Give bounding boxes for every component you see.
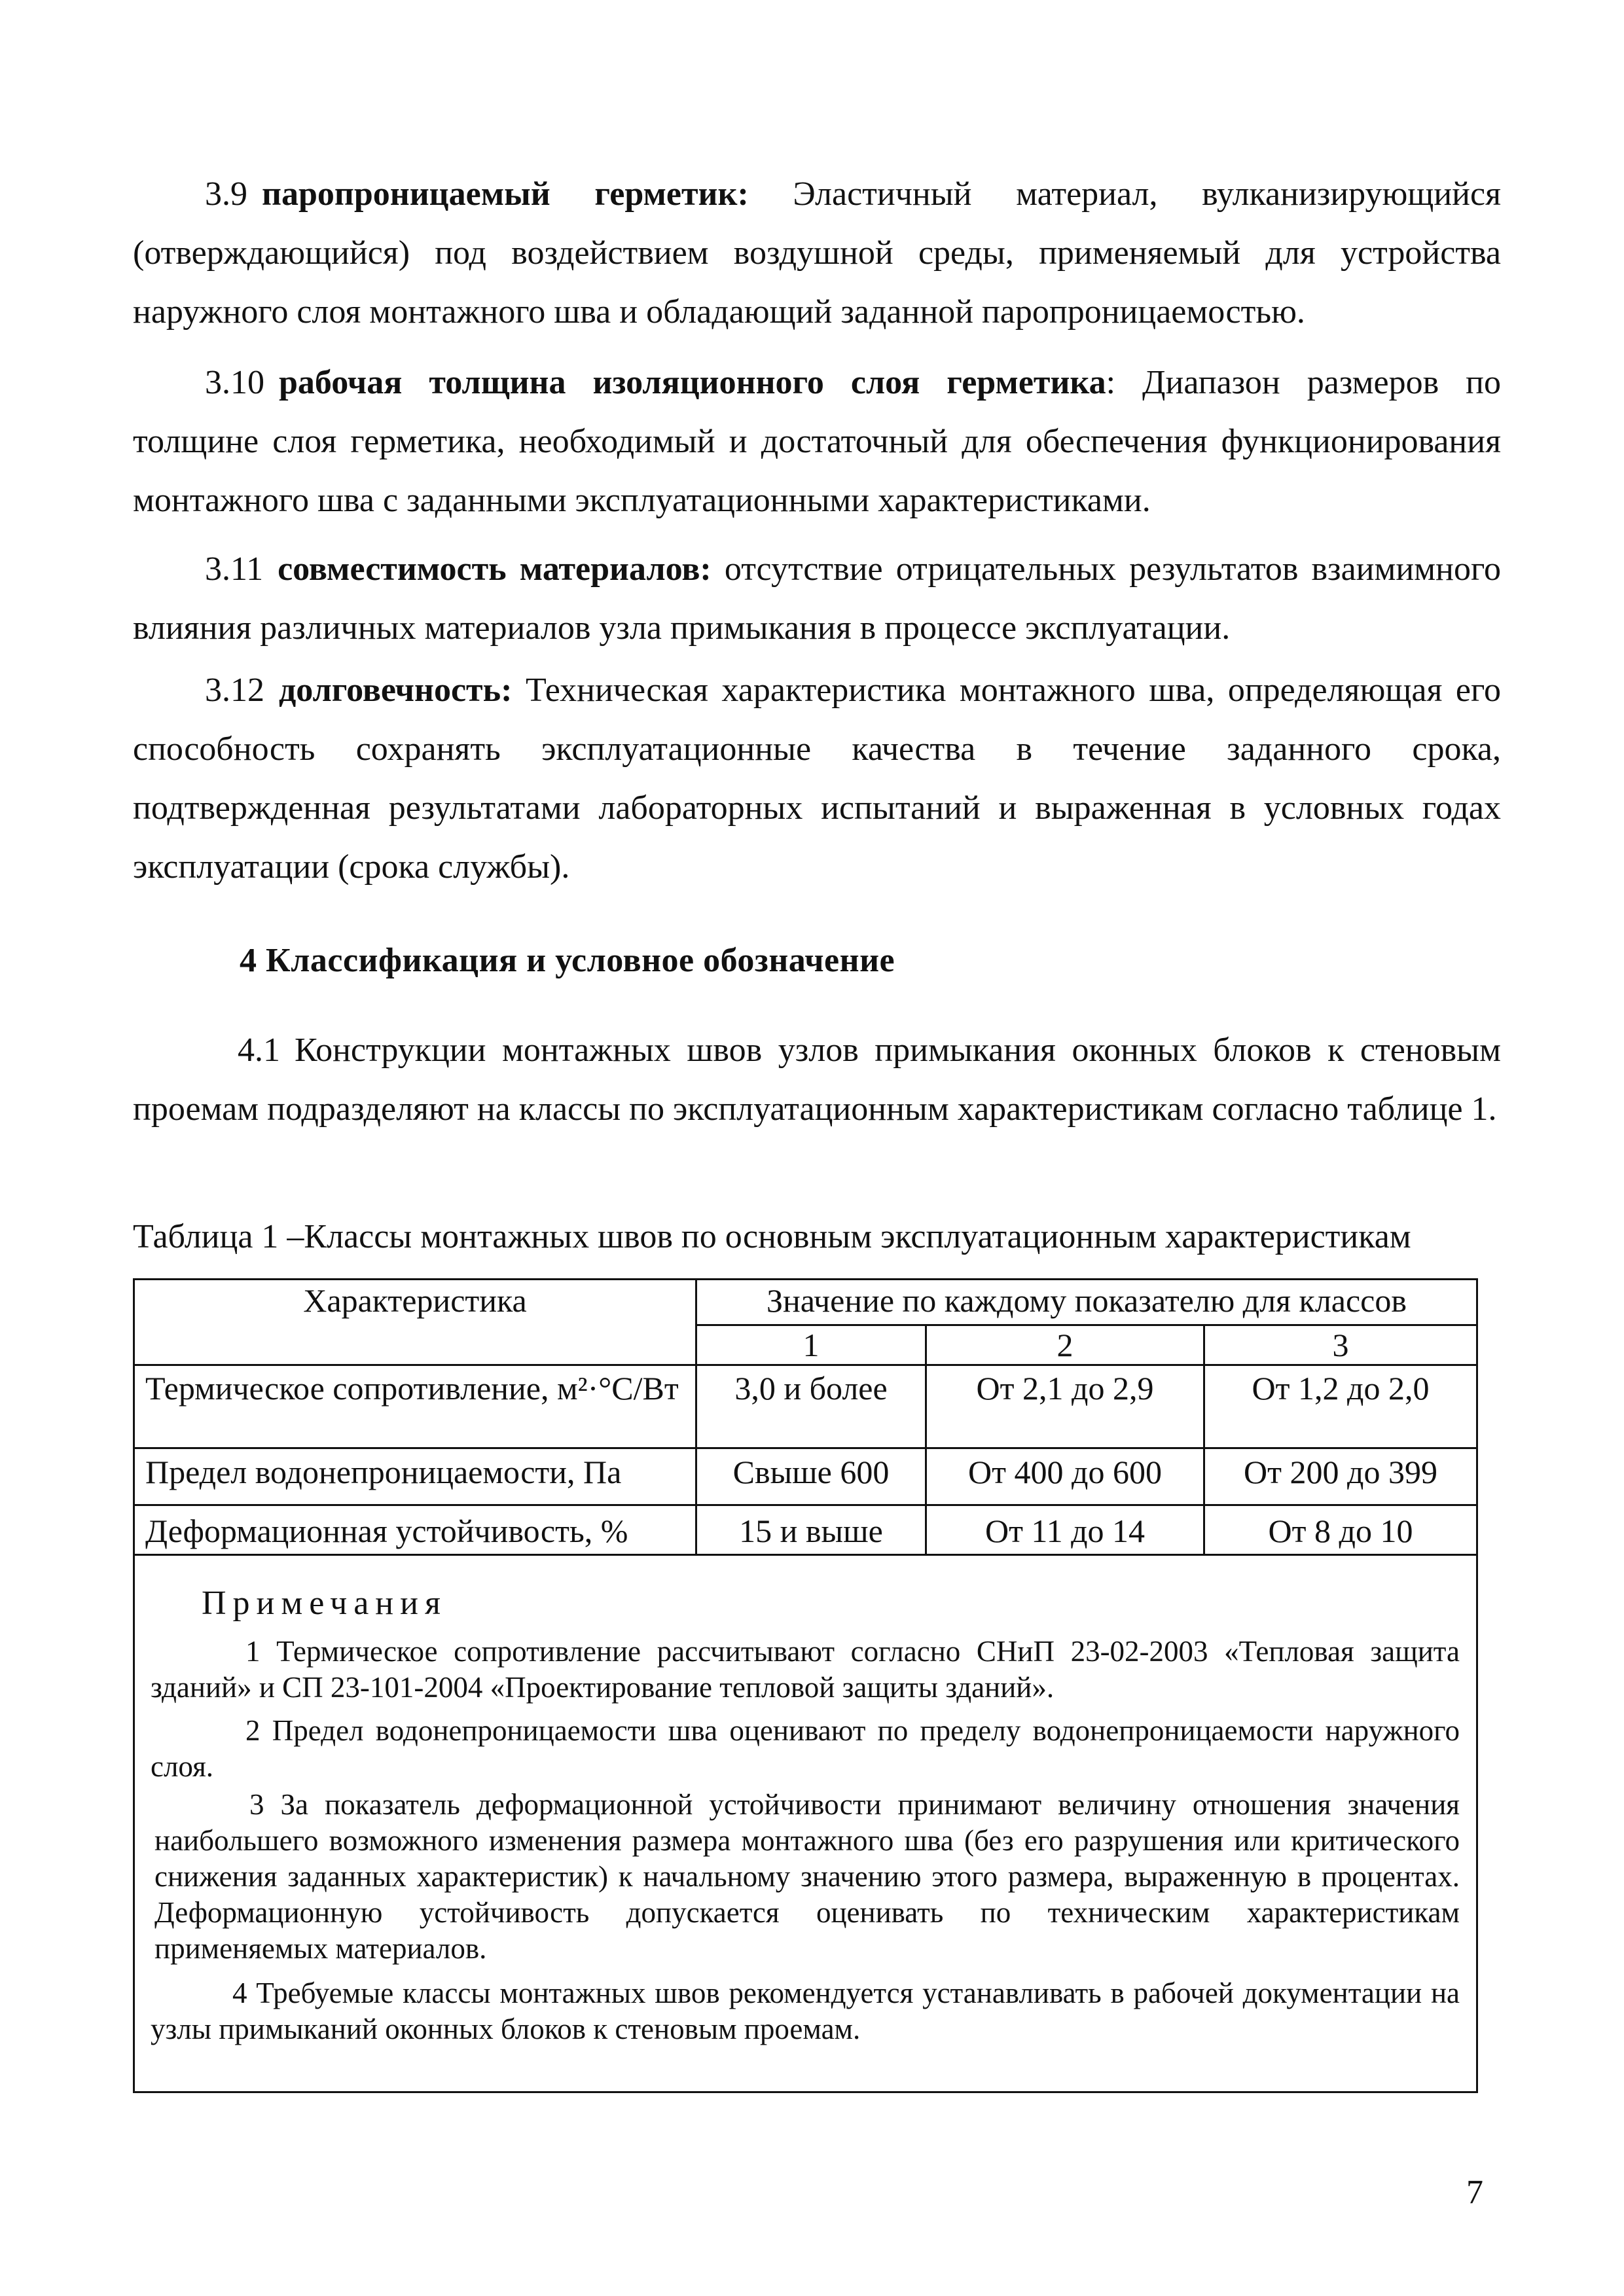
definition-number: 3.9 bbox=[205, 175, 247, 213]
paragraph-4-1 bbox=[133, 1021, 1501, 1139]
definition-text: Эластичный материал, вулканизирующийся (отверждающийся) под воздействием воздушной среды, применяемый для устройства наружного слоя монтажного шва и обладающий заданной паропроницаемостью. bbox=[133, 175, 1501, 331]
definition-term: рабочая толщина изоляционного слоя герметика bbox=[279, 364, 1106, 401]
row-value: От 1,2 до 2,0 bbox=[1252, 1370, 1430, 1407]
definition-term: совместимость материалов: bbox=[278, 550, 712, 588]
row-value: От 400 до 600 bbox=[968, 1454, 1162, 1490]
note-2: 2 Предел водонепроницаемости шва оценивают по пределу водонепроницаемости наружного слоя. bbox=[151, 1714, 1460, 1783]
notes-title: Примечания bbox=[202, 1585, 447, 1622]
row-value: От 200 до 399 bbox=[1244, 1454, 1437, 1490]
definition-term: паропроницаемый герметик: bbox=[262, 175, 749, 213]
header-characteristic: Характеристика bbox=[303, 1282, 527, 1319]
header-values: Значение по каждому показателю для классов bbox=[766, 1282, 1407, 1319]
note-4: 4 Требуемые классы монтажных швов рекомендуется устанавливать в рабочей документации на узлы примыканий оконных блоков к стеновым проемам. bbox=[151, 1977, 1460, 2045]
row-value: От 8 до 10 bbox=[1268, 1513, 1413, 1549]
definition-term: долговечность: bbox=[279, 672, 513, 709]
table-border bbox=[133, 2091, 1478, 2093]
page-number: 7 bbox=[1466, 2174, 1483, 2211]
definition-number: 3.10 bbox=[205, 364, 264, 401]
row-value: От 2,1 до 2,9 bbox=[976, 1370, 1154, 1407]
definition-3-12 bbox=[133, 661, 1501, 897]
table-border bbox=[133, 1364, 1478, 1366]
definition-3-9 bbox=[133, 165, 1501, 342]
definition-number: 3.12 bbox=[205, 672, 264, 709]
note-3: 3 За показатель деформационной устойчивости принимают величину отношения значения наибольшего возможного изменения размера монтажного шва (без его разрушения или критического снижения заданных характеристик) к начальному значению этого размера, выраженную в процентах. Деформационную устойчивость допускается оценивать по техническим характеристикам применяемых материалов. bbox=[154, 1788, 1460, 1965]
class-header-1: 1 bbox=[803, 1327, 820, 1363]
definition-number: 3.11 bbox=[205, 550, 264, 588]
section-heading: 4 Классификация и условное обозначение bbox=[240, 942, 895, 979]
table-border bbox=[133, 1447, 1478, 1449]
table-border bbox=[133, 1278, 1478, 1280]
table-caption: Таблица 1 –Классы монтажных швов по основным эксплуатационным характеристикам bbox=[133, 1218, 1411, 1255]
table-border bbox=[133, 1554, 1478, 1556]
note-1: 1 Термическое сопротивление рассчитывают согласно СНиП 23-02-2003 «Тепловая защита зданий» и СП 23-101-2004 «Проектирование тепловой защиты зданий». bbox=[151, 1635, 1460, 1704]
table-border bbox=[133, 1504, 1478, 1506]
class-header-3: 3 bbox=[1332, 1327, 1349, 1363]
row-name: Деформационная устойчивость, % bbox=[145, 1513, 628, 1549]
class-header-2: 2 bbox=[1056, 1327, 1074, 1363]
row-value: Свыше 600 bbox=[732, 1454, 890, 1490]
paragraph-text: Конструкции монтажных швов узлов примыкания оконных блоков к стеновым проемам подразделяют на классы по эксплуатационным характеристикам согласно таблице 1. bbox=[133, 1031, 1501, 1128]
definition-text: : Диапазон размеров по толщине слоя герметика, необходимый и достаточный для обеспечения функционирования монтажного шва с заданными эксплуатационными характеристиками. bbox=[133, 364, 1501, 519]
row-value: 15 и выше bbox=[739, 1513, 883, 1549]
row-value: От 11 до 14 bbox=[984, 1513, 1146, 1549]
definition-3-11 bbox=[133, 540, 1501, 658]
paragraph-number: 4.1 bbox=[238, 1031, 280, 1069]
table-border bbox=[133, 1278, 135, 2093]
definition-3-10 bbox=[133, 353, 1501, 530]
row-name: Предел водонепроницаемости, Па bbox=[145, 1454, 622, 1490]
row-value: 3,0 и более bbox=[734, 1370, 888, 1407]
definition-text: Техническая характеристика монтажного шва, определяющая его способность сохранять эксплуатационные качества в течение заданного срока, подтвержденная результатами лабораторных испытаний и выраженная в условных годах эксплуатации (срока службы). bbox=[133, 672, 1502, 886]
table-border bbox=[1476, 1278, 1478, 2093]
definition-text: отсутствие отрицательных результатов взаимимного влияния различных материалов узла примыкания в процессе эксплуатации. bbox=[133, 550, 1502, 647]
row-name: Термическое сопротивление, м²·°С/Вт bbox=[145, 1370, 679, 1407]
